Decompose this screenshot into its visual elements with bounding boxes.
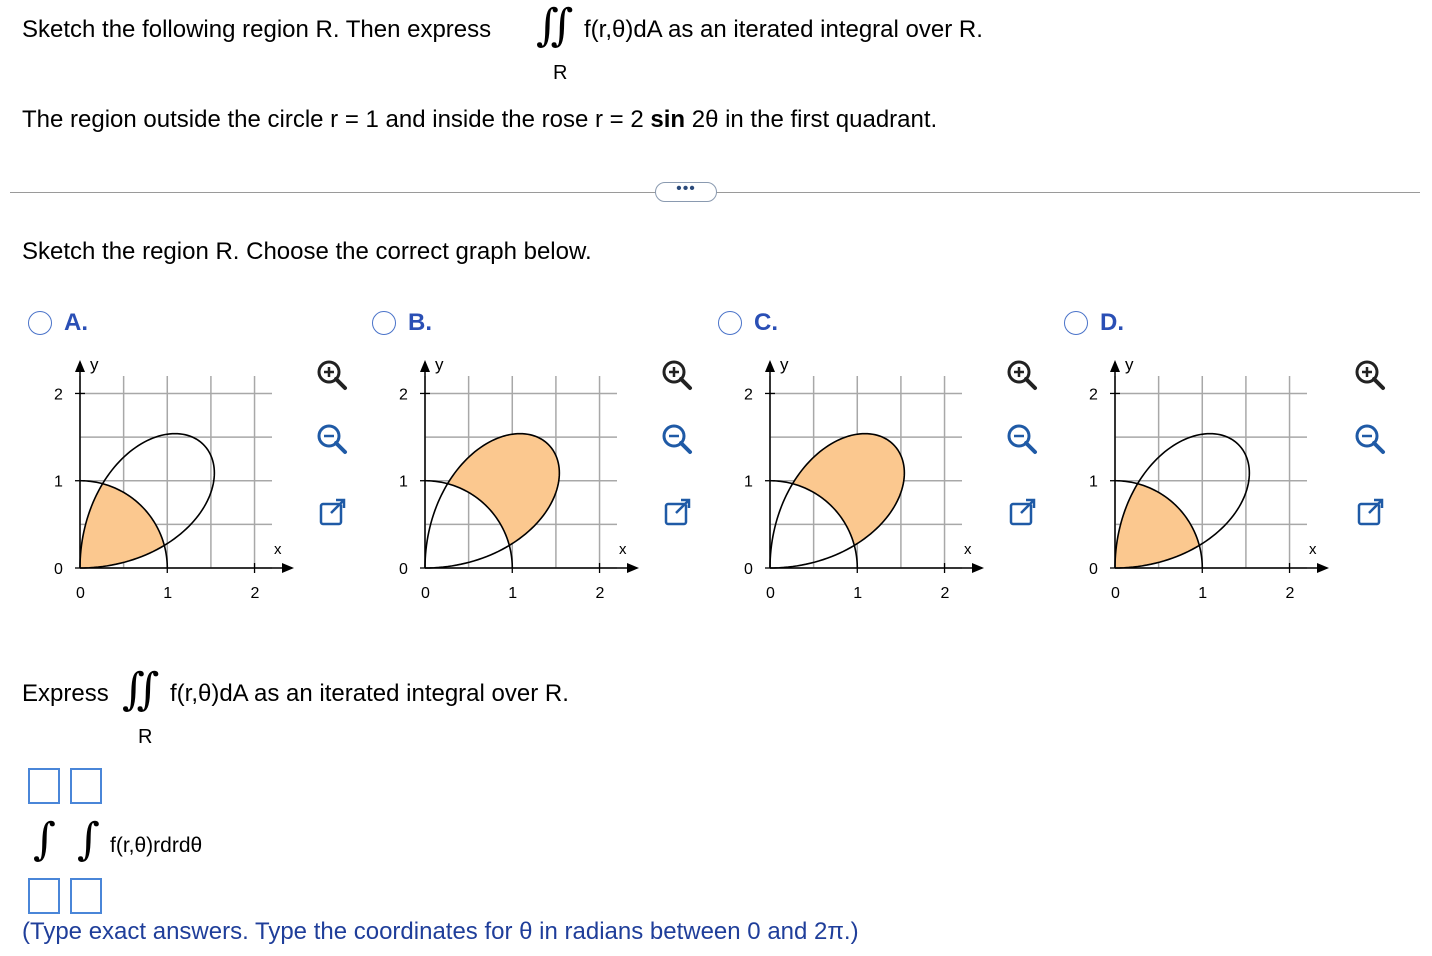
zoom-out-icon[interactable] bbox=[1002, 420, 1042, 460]
radio-a[interactable] bbox=[28, 311, 52, 335]
zoom-in-icon[interactable] bbox=[312, 356, 352, 396]
region-description bbox=[22, 106, 937, 134]
x-tick-label: 2 bbox=[1285, 585, 1295, 602]
zoom-in-icon-glyph bbox=[657, 356, 697, 396]
y-tick-label: 2 bbox=[54, 386, 63, 404]
graph-option-a bbox=[40, 350, 320, 610]
y-axis-arrow bbox=[765, 360, 775, 372]
zoom-out-icon-glyph bbox=[1350, 420, 1390, 460]
zoom-out-icon[interactable] bbox=[657, 420, 697, 460]
y-tick-label: 1 bbox=[1089, 473, 1098, 491]
zoom-in-icon[interactable] bbox=[1350, 356, 1390, 396]
x-tick-label: 0 bbox=[1111, 585, 1120, 602]
option-d-label: D. bbox=[1100, 309, 1124, 336]
zoom-in-icon[interactable] bbox=[657, 356, 697, 396]
y-tick-label: 0 bbox=[399, 561, 408, 578]
y-axis-arrow bbox=[75, 360, 85, 372]
y-axis-label: y bbox=[780, 355, 789, 374]
y-tick-label: 2 bbox=[744, 386, 753, 404]
express-label: Express bbox=[22, 680, 109, 707]
popout-icon-glyph bbox=[657, 492, 697, 532]
zoom-in-icon-glyph bbox=[1002, 356, 1042, 396]
outer-lower-limit-input[interactable] bbox=[28, 878, 60, 914]
inner-integral-symbol: ∫ bbox=[77, 814, 100, 865]
y-tick-label: 2 bbox=[1089, 386, 1098, 404]
graph-option-d bbox=[1075, 350, 1355, 610]
zoom-out-icon-glyph bbox=[657, 420, 697, 460]
popout-icon-glyph bbox=[312, 492, 352, 532]
y-tick-label: 0 bbox=[1089, 561, 1098, 578]
zoom-out-icon-glyph bbox=[312, 420, 352, 460]
option-d[interactable] bbox=[1064, 309, 1124, 337]
express-double-integral-symbol: ∬ bbox=[122, 664, 160, 715]
popout-icon[interactable] bbox=[657, 492, 697, 532]
popout-icon-glyph bbox=[1350, 492, 1390, 532]
option-c-label: C. bbox=[754, 309, 778, 336]
option-a-label: A. bbox=[64, 309, 88, 336]
x-tick-label: 2 bbox=[940, 585, 950, 602]
x-tick-label: 1 bbox=[1198, 585, 1208, 602]
question-integrand: f(r,θ)dA as an iterated integral over R. bbox=[584, 16, 983, 43]
zoom-out-icon[interactable] bbox=[312, 420, 352, 460]
y-tick-label: 0 bbox=[54, 561, 63, 578]
option-b-label: B. bbox=[408, 309, 432, 336]
option-b[interactable] bbox=[372, 309, 432, 337]
inner-upper-limit-input[interactable] bbox=[70, 768, 102, 804]
graph-option-c bbox=[730, 350, 1010, 610]
x-tick-label: 1 bbox=[508, 585, 518, 602]
x-tick-label: 0 bbox=[766, 585, 775, 602]
option-a[interactable] bbox=[28, 309, 88, 337]
part1-instruction: Sketch the region R. Choose the correct graph below. bbox=[22, 238, 592, 265]
shaded-region bbox=[1115, 484, 1199, 568]
y-tick-label: 1 bbox=[399, 473, 408, 491]
popout-icon[interactable] bbox=[1350, 492, 1390, 532]
prompt-text: Sketch the following region R. Then express bbox=[22, 16, 492, 43]
question-prompt bbox=[22, 16, 491, 44]
radio-b[interactable] bbox=[372, 311, 396, 335]
y-tick-label: 1 bbox=[744, 473, 753, 491]
option-c[interactable] bbox=[718, 309, 778, 337]
outer-integral-symbol: ∫ bbox=[33, 814, 56, 865]
zoom-in-icon[interactable] bbox=[1002, 356, 1042, 396]
iterated-integrand: f(r,θ)rdrdθ bbox=[110, 834, 203, 857]
answer-note: (Type exact answers. Type the coordinates for θ in radians between 0 and 2π.) bbox=[22, 918, 859, 945]
y-axis-arrow bbox=[420, 360, 430, 372]
x-axis-arrow bbox=[627, 563, 639, 573]
x-tick-label: 2 bbox=[595, 585, 605, 602]
region-text-part2: 2θ in the first quadrant. bbox=[685, 106, 938, 133]
popout-icon-glyph bbox=[1002, 492, 1042, 532]
inner-lower-limit-input[interactable] bbox=[70, 878, 102, 914]
popout-icon[interactable] bbox=[312, 492, 352, 532]
express-region-label: R bbox=[138, 726, 153, 748]
integral-region-label: R bbox=[553, 62, 568, 84]
x-tick-label: 0 bbox=[421, 585, 430, 602]
y-tick-label: 2 bbox=[399, 386, 408, 404]
region-text-part1: The region outside the circle r = 1 and inside the rose r = 2 bbox=[22, 106, 651, 133]
more-button[interactable]: ••• bbox=[655, 182, 717, 202]
y-axis-label: y bbox=[1125, 355, 1134, 374]
double-integral-symbol: ∬ bbox=[536, 0, 574, 51]
x-axis-label: x bbox=[274, 541, 282, 558]
region-text-sin: sin bbox=[650, 106, 686, 133]
zoom-out-icon-glyph bbox=[1002, 420, 1042, 460]
x-axis-arrow bbox=[282, 563, 294, 573]
popout-icon[interactable] bbox=[1002, 492, 1042, 532]
x-axis-label: x bbox=[964, 541, 972, 558]
y-axis-label: y bbox=[435, 355, 444, 374]
y-tick-label: 0 bbox=[744, 561, 753, 578]
x-axis-arrow bbox=[972, 563, 984, 573]
y-tick-label: 1 bbox=[54, 473, 63, 491]
x-axis-label: x bbox=[1309, 541, 1317, 558]
zoom-in-icon-glyph bbox=[1350, 356, 1390, 396]
radio-d[interactable] bbox=[1064, 311, 1088, 335]
express-integrand: f(r,θ)dA as an iterated integral over R. bbox=[170, 680, 569, 707]
zoom-out-icon[interactable] bbox=[1350, 420, 1390, 460]
x-axis-label: x bbox=[619, 541, 627, 558]
x-tick-label: 1 bbox=[163, 585, 173, 602]
radio-c[interactable] bbox=[718, 311, 742, 335]
x-axis-arrow bbox=[1317, 563, 1329, 573]
y-axis-label: y bbox=[90, 355, 99, 374]
x-tick-label: 2 bbox=[250, 585, 260, 602]
zoom-in-icon-glyph bbox=[312, 356, 352, 396]
outer-upper-limit-input[interactable] bbox=[28, 768, 60, 804]
y-axis-arrow bbox=[1110, 360, 1120, 372]
x-tick-label: 0 bbox=[76, 585, 85, 602]
graph-option-b bbox=[385, 350, 665, 610]
x-tick-label: 1 bbox=[853, 585, 863, 602]
shaded-region bbox=[80, 484, 164, 568]
